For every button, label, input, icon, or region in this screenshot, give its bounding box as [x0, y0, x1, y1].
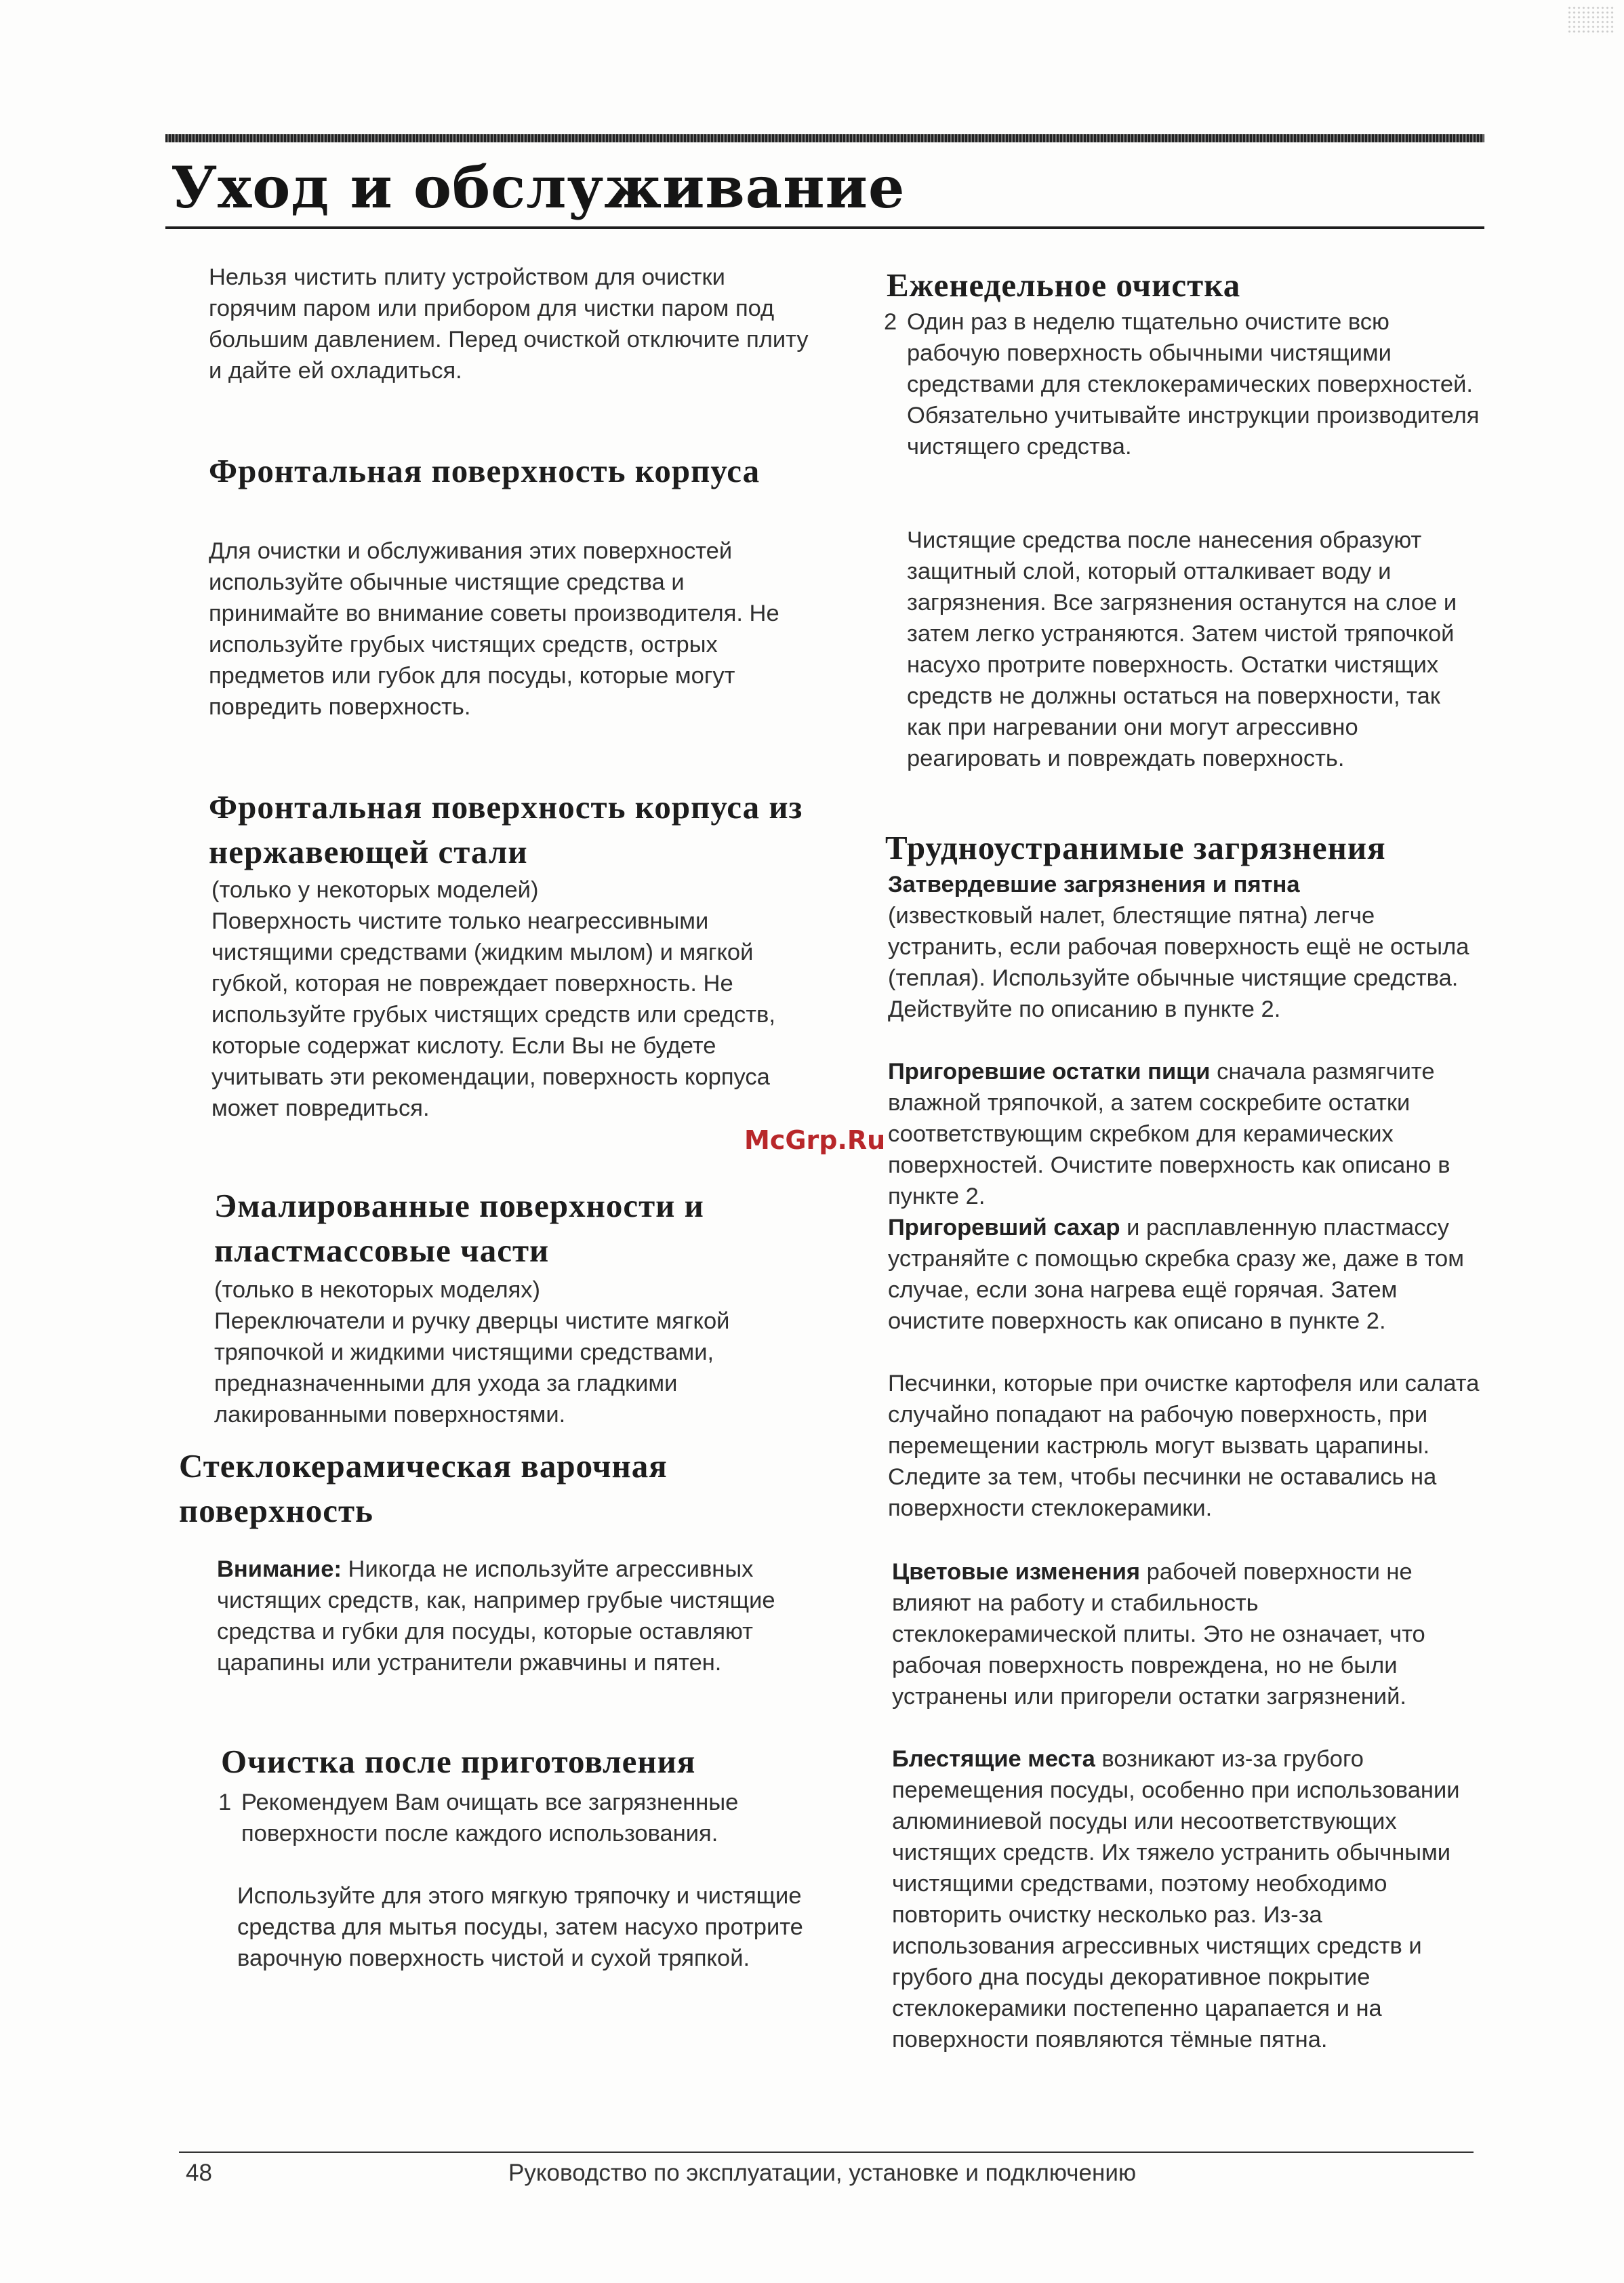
step-number: 2 — [884, 309, 897, 335]
warning-label: Внимание: — [217, 1556, 342, 1582]
weekly-title: Еженедельное очистка — [887, 266, 1241, 304]
item-label: Цветовые изменения — [892, 1559, 1141, 1585]
item-text: и расплавленную пластмассу устраняйте с помощью скребка сразу же, даже в том случае, если зона нагрева ещё горячая. Затем очистите поверхность как описано в пункте 2. — [888, 1215, 1464, 1334]
hard-item-2 — [888, 1056, 1484, 1212]
watermark: McGrp.Ru — [744, 1125, 886, 1155]
hard-title: Трудноустранимые загрязнения — [885, 829, 1386, 866]
enamel-text: Переключатели и ручку дверцы чистите мягкой тряпочкой и жидкими чистящими средствами, предназначенными для ухода за гладкими лакированными поверхностями. — [214, 1308, 730, 1428]
weekly-text2: Чистящие средства после нанесения образуют защитный слой, который отталкивает воду и загрязнения. Все загрязнения останутся на слое и затем легко устраняются. Затем чистой тряпочкой насухо протрите поверхность. Остатки чистящих средств не должны остаться на поверхности, так как при нагревании они могут агрессивно реагировать и повреждать поверхность. — [907, 527, 1457, 771]
after-cooking-title: Очистка после приготовления — [221, 1743, 696, 1780]
item-text: Песчинки, которые при очистке картофеля или салата случайно попадают на рабочую поверхность, при перемещении кастрюль могут вызвать царапины. Следите за тем, чтобы песчинки не оставались на поверхности стеклокерамики. — [888, 1371, 1480, 1521]
intro-text: Нельзя чистить плиту устройством для очистки горячим паром или прибором для чистки паром под большим давлением. Перед очисткой отключите плиту и дайте ей охладиться. — [209, 264, 809, 384]
item-text: сначала размягчите влажной тряпочкой, а затем соскребите остатки соответствующим скребком для керамических поверхностей. Очистите поверхность как описано в пункте 2. — [888, 1059, 1450, 1209]
steel-text: Поверхность чистите только неагрессивными чистящими средствами (жидким мылом) и мягкой губкой, которая не повреждает поверхность. Не используйте грубых чистящих средств или средств, которые содержат кислоту. Если Вы не будете учитывать эти рекомендации, поверхность корпуса может повредиться. — [211, 908, 775, 1121]
warning-text: Никогда не используйте агрессивных чистящих средств, как, например грубые чистящие средства и губки для посуды, которые оставляют царапины или устранители ржавчины и пятен. — [217, 1556, 775, 1676]
weekly-text1: Один раз в неделю тщательно очистите всю рабочую поверхность обычными чистящими средствами для стеклокерамических поверхностей. Обязательно учитывайте инструкции производителя чистящего средства. — [907, 309, 1480, 460]
steel-note: (только у некоторых моделей) — [211, 877, 539, 903]
title-underline — [165, 226, 1484, 229]
item-label: Затвердевшие загрязнения и пятна — [888, 872, 1300, 897]
footer-text: Руководство по эксплуатации, установке и подключению — [508, 2160, 1137, 2186]
after-cooking-step — [218, 1787, 824, 1849]
step-number: 1 — [218, 1790, 232, 1815]
steel-title: Фронтальная поверхность корпуса из нержавеющей стали — [209, 788, 803, 870]
hard-item-3 — [888, 1212, 1484, 1337]
top-rule — [165, 134, 1484, 142]
glass-warning — [217, 1554, 827, 1678]
footer-rule — [179, 2151, 1474, 2153]
after-cooking-text2: Используйте для этого мягкую тряпочку и чистящие средства для мытья посуды, затем насухо протрите варочную поверхность чистой и сухой тряпкой. — [237, 1883, 803, 1971]
after-cooking-text1: Рекомендуем Вам очищать все загрязненные поверхности после каждого использования. — [241, 1790, 739, 1846]
enamel-title: Эмалированные поверхности и пластмассовые части — [214, 1187, 704, 1269]
page-title: Уход и обслуживание — [171, 154, 906, 221]
item-label: Пригоревший сахар — [888, 1215, 1120, 1240]
item-label: Пригоревшие остатки пищи — [888, 1059, 1211, 1085]
front-title: Фронтальная поверхность корпуса — [209, 452, 760, 489]
glass-title: Стеклокерамическая варочная поверхность — [179, 1447, 668, 1529]
hard-item-4 — [888, 1368, 1484, 1524]
hard-item-6 — [892, 1743, 1486, 2055]
enamel-note: (только в некоторых моделях) — [214, 1277, 541, 1303]
item-label: Блестящие места — [892, 1746, 1095, 1772]
hard-item-5 — [892, 1556, 1486, 1712]
hard-item-1 — [888, 869, 1484, 1025]
front-text: Для очистки и обслуживания этих поверхностей используйте обычные чистящие средства и принимайте во внимание советы производителя. Не используйте грубых чистящих средств, острых предметов или губок для посуды, которые могут повредить поверхность. — [209, 538, 779, 720]
item-text: возникают из-за грубого перемещения посуды, особенно при использовании алюминиевой посуды или несоответствующих чистящих средств. Их тяжело устранить обычными чистящими средствами, поэтому необходимо повторить очистку несколько раз. Из-за использования агрессивных чистящих средств и грубого дна посуды декоративное покрытие стеклокерамики постепенно царапается и на поверхности появляются тёмные пятна. — [892, 1746, 1460, 2053]
item-text: (известковый налет, блестящие пятна) легче устранить, если рабочая поверхность ещё не остыла (теплая). Используйте обычные чистящие средства. Действуйте по описанию в пункте 2. — [888, 903, 1469, 1022]
scan-artifact — [1567, 5, 1615, 35]
page-number: 48 — [186, 2160, 212, 2186]
weekly-step — [884, 306, 1480, 462]
item-text: рабочей поверхности не влияют на работу и стабильность стеклокерамической плиты. Это не означает, что рабочая поверхность повреждена, но не были устранены или пригорели остатки загрязнений. — [892, 1559, 1425, 1710]
